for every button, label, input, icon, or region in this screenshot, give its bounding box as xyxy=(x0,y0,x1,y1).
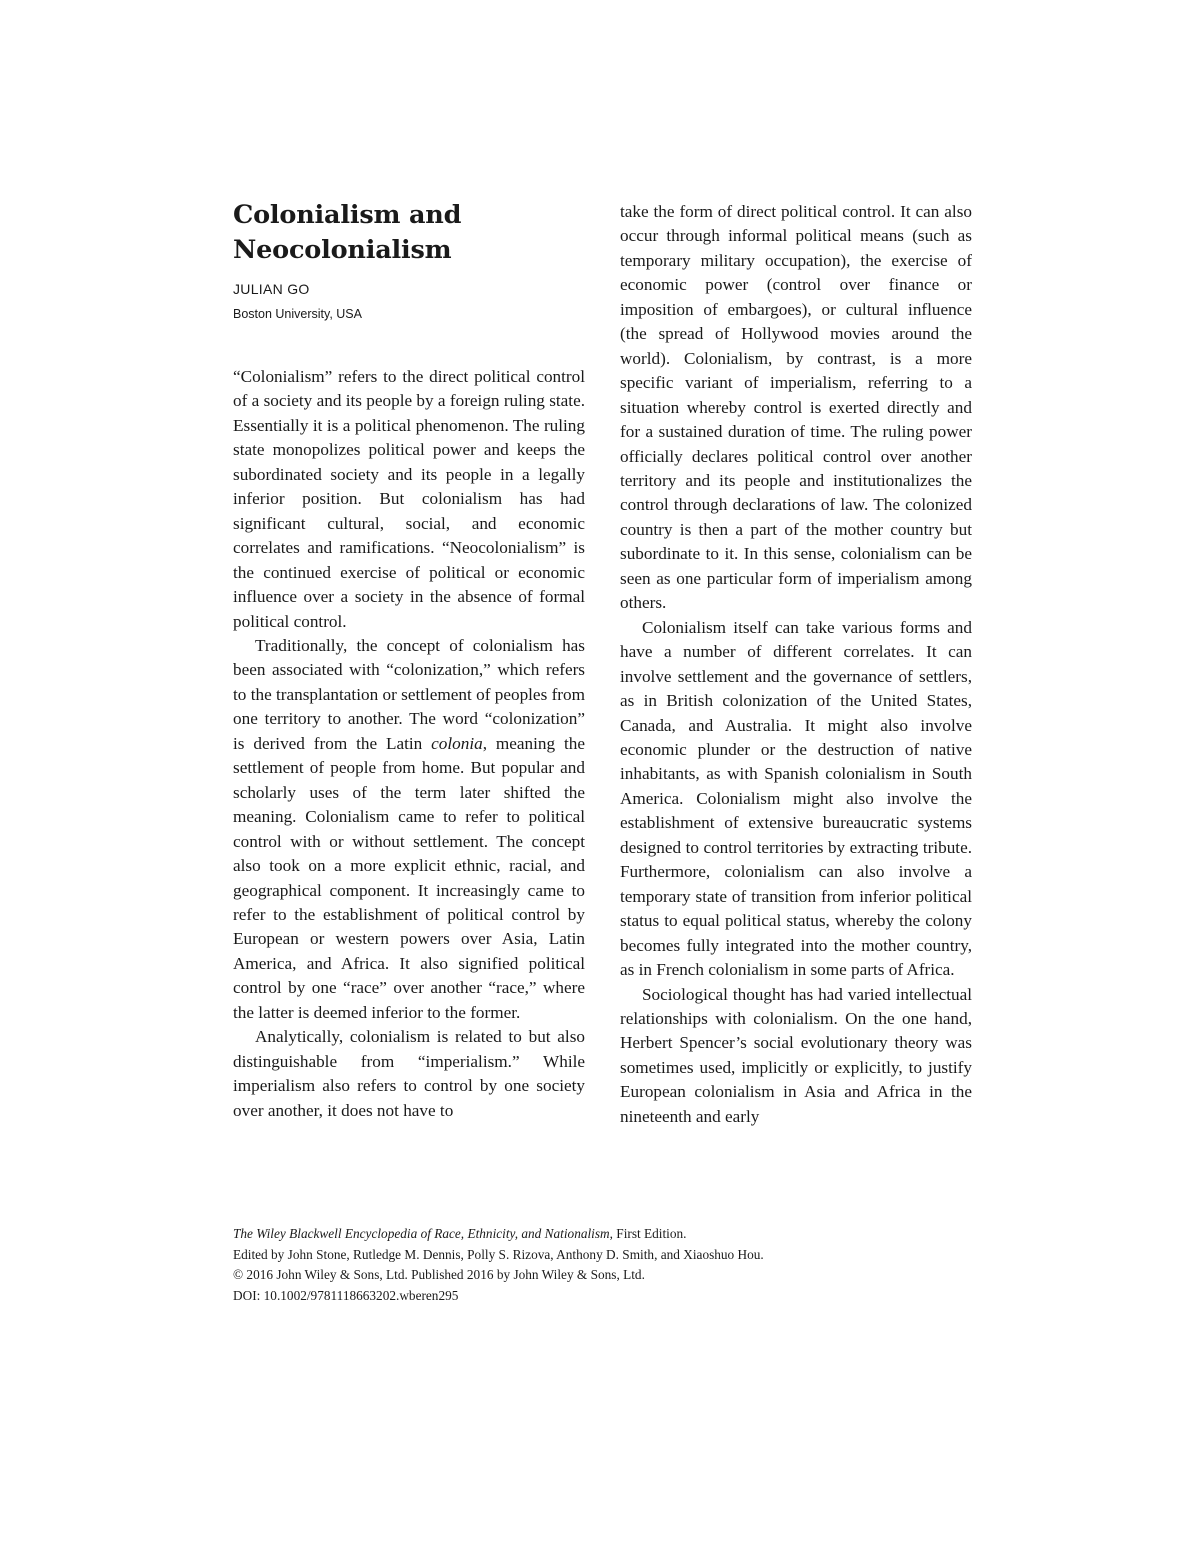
author-affiliation: Boston University, USA xyxy=(233,307,362,321)
right-paragraph-2: Colonialism itself can take various forms and have a number of different correlates. It can involve settlement and the governance of settlers, as in British colonization of the United States, Canada, and Australia. It might also involve economic plunder or the destruction of native inhabitants, as with Spanish colonialism in South America. Colonialism might also involve the establishment of extensive bureaucratic systems designed to control territories by extracting tribute. Furthermore, colonialism can also involve a temporary state of transition from inferior political status to equal political status, whereby the colony becomes fully integrated into the mother country, as in French colonialism in some parts of Africa. xyxy=(620,617,972,980)
citation-footer xyxy=(233,1224,973,1306)
right-column xyxy=(620,200,972,1129)
author-name: JULIAN GO xyxy=(233,281,310,297)
left-column xyxy=(233,198,585,1123)
left-paragraph-2-part-b: , meaning the settlement of people from home. But popular and scholarly uses of the term later shifted the meaning. Colonialism came to refer to political control with or without settlement. The concept also took on a more explicit ethnic, racial, and geographical component. It increasingly came to refer to the establishment of political control by European or western powers over Asia, Latin America, and Africa. It also signified political control by one “race” over another “race,” where the latter is deemed inferior to the former. xyxy=(233,733,585,1022)
footer-source-title: The Wiley Blackwell Encyclopedia of Race, Ethnicity, and Nationalism xyxy=(233,1226,610,1241)
right-paragraph-3: Sociological thought has had varied intellectual relationships with colonialism. On the one hand, Herbert Spencer’s social evolutionary theory was sometimes used, implicitly or explicitly, to justify European colonialism in Asia and Africa in the nineteenth and early xyxy=(620,984,972,1126)
left-paragraph-1: “Colonialism” refers to the direct political control of a society and its people by a foreign ruling state. Essentially it is a political phenomenon. The ruling state monopolizes political power and keeps the subordinated society and its people in a legally inferior position. But colonialism has had significant cultural, social, and economic correlates and ramifications. “Neocolonialism” is the continued exercise of political or economic influence over a society in the absence of formal political control. xyxy=(233,367,585,631)
footer-editors: Edited by John Stone, Rutledge M. Dennis, Polly S. Rizova, Anthony D. Smith, and Xiaoshuo Hou. xyxy=(233,1246,764,1262)
footer-doi: DOI: 10.1002/9781118663202.wberen295 xyxy=(233,1287,459,1303)
left-paragraph-2-italic: colonia xyxy=(431,733,483,753)
title-line-1: Colonialism and xyxy=(233,200,462,230)
left-paragraph-3: Analytically, colonialism is related to but also distinguishable from “imperialism.” While imperialism also refers to control by one society over another, it does not have to xyxy=(233,1027,585,1120)
footer-source xyxy=(233,1224,973,1245)
left-paragraph-2-part-a: Traditionally, the concept of colonialism has been associated with “colonization,” which refers to the transplantation or settlement of peoples from one territory to another. The word “colonization” is derived from the Latin xyxy=(233,635,585,753)
footer-source-edition: , First Edition. xyxy=(609,1226,687,1241)
right-paragraph-1: take the form of direct political control. It can also occur through informal political means (such as temporary military occupation), the exercise of economic power (control over finance or imposition of embargoes), or cultural influence (the spread of Hollywood movies around the world). Colonialism, by contrast, is a more specific variant of imperialism, referring to a situation whereby control is exerted directly and for a sustained duration of time. The ruling power officially declares political control over another territory and its people and institutionalizes the control through declarations of law. The colonized country is then a part of the mother country but subordinate to it. In this sense, colonialism can be seen as one particular form of imperialism among others. xyxy=(620,202,972,613)
footer-copyright: © 2016 John Wiley & Sons, Ltd. Published 2016 by John Wiley & Sons, Ltd. xyxy=(233,1267,645,1282)
title-line-2: Neocolonialism xyxy=(233,235,452,265)
left-paragraph-2 xyxy=(233,634,585,1025)
article-title xyxy=(233,198,585,268)
